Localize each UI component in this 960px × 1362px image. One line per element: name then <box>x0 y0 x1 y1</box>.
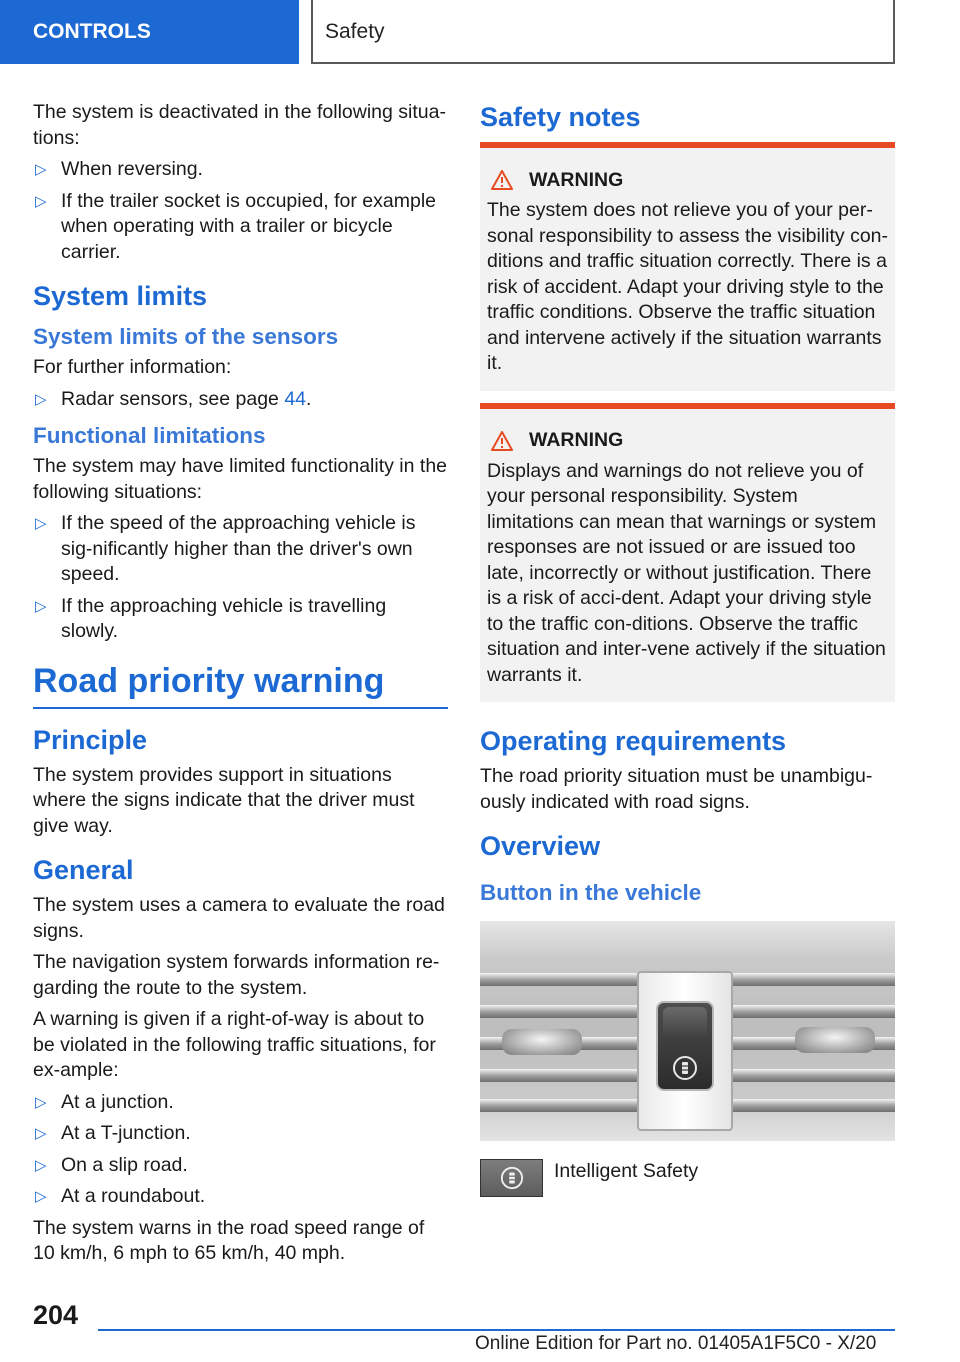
sensor-info-text: For further information: <box>33 356 232 378</box>
right-column <box>480 100 895 1197</box>
bullet-triangle-icon: ▷ <box>35 515 47 532</box>
general-text-1: The system uses a camera to evaluate the road signs. <box>33 894 445 942</box>
warning-box-1 <box>480 142 895 391</box>
left-column <box>33 100 448 1273</box>
button-bezel <box>637 971 733 1131</box>
warning-text-2: Displays and warnings do not relieve you of your personal responsibility. System limitations can mean that warnings or system responses are not issued or are issued too late, incorrectly or without justification. There is a risk of acci-dent. Adapt your driving style to the traffic con-ditions. Observe the traffic situation and inter-vene actively if the situation warrants it. <box>487 459 886 686</box>
deactivation-intro: The system is deactivated in the following situa-tions: <box>33 101 446 149</box>
situation-list <box>33 1090 448 1210</box>
intelligent-safety-button <box>656 1001 714 1091</box>
legend-label: Intelligent Safety <box>554 1160 699 1182</box>
general-text-2: The navigation system forwards information re-garding the route to the system. <box>33 951 440 999</box>
button-legend <box>480 1159 895 1197</box>
warning-label: WARNING <box>529 429 624 451</box>
header-chapter-title: Safety <box>311 0 895 64</box>
bullet-triangle-icon: ▷ <box>35 192 47 210</box>
heading-operating-requirements: Operating requirements <box>480 726 787 756</box>
bullet-triangle-icon: ▷ <box>35 390 47 408</box>
general-text-3: A warning is given if a right-of-way is about to be violated in the following traffic situations, for ex-ample: <box>33 1008 436 1081</box>
heading-button-in-vehicle: Button in the vehicle <box>480 880 702 905</box>
heading-principle: Principle <box>33 724 148 755</box>
list-item: ▷ If the trailer socket is occupied, for example when operating with a trailer or bicycle carrier. <box>35 189 437 263</box>
warning-box-2 <box>480 403 895 703</box>
list-item: ▷ At a junction. <box>33 1090 448 1116</box>
footer-divider <box>98 1329 895 1331</box>
list-item: ▷ Radar sensors, see page 44. <box>33 387 448 413</box>
heading-safety-notes: Safety notes <box>480 102 641 132</box>
page-link-44[interactable]: 44 <box>284 387 307 410</box>
warning-triangle-icon <box>491 170 513 190</box>
list-item: ▷ When reversing. <box>33 157 448 183</box>
intelligent-safety-icon <box>500 1166 524 1190</box>
list-item: ▷ At a T-junction. <box>33 1121 448 1147</box>
footer-edition: Online Edition for Part no. 01405A1F5C0 - X/20 <box>475 1333 877 1354</box>
bullet-triangle-icon: ▷ <box>35 161 47 178</box>
principle-text: The system provides support in situations where the signs indicate that the driver must give way. <box>33 763 415 837</box>
warning-text-1: The system does not relieve you of your per-sonal responsibility to assess the visibility con-ditions and traffic situation correctly. There is a risk of accident. Adapt your driving style to the traffic conditions. Observe the traffic situation and intervene actively if the situation warrants it. <box>487 199 889 374</box>
heading-functional-limitations: Functional limitations <box>33 423 266 448</box>
heading-sensor-limits: System limits of the sensors <box>33 324 339 349</box>
speed-range-text: The system warns in the road speed range of 10 km/h, 6 mph to 65 km/h, 40 mph. <box>33 1216 425 1264</box>
heading-road-priority-warning: Road priority warning <box>33 661 448 709</box>
warning-triangle-icon <box>491 431 513 451</box>
heading-overview: Overview <box>480 831 601 861</box>
heading-system-limits: System limits <box>33 281 208 311</box>
bullet-triangle-icon: ▷ <box>35 1188 47 1205</box>
warning-label: WARNING <box>529 168 624 191</box>
bullet-triangle-icon: ▷ <box>35 1156 47 1174</box>
intelligent-safety-icon <box>672 1055 698 1081</box>
operating-text: The road priority situation must be unambigu-ously indicated with road signs. <box>480 765 873 813</box>
list-item: ▷ At a roundabout. <box>33 1184 448 1210</box>
bullet-triangle-icon: ▷ <box>35 597 47 615</box>
button-photo <box>480 921 895 1141</box>
deactivation-list <box>33 157 448 265</box>
sensor-list <box>33 387 448 413</box>
functional-list <box>33 511 448 645</box>
heading-general: General <box>33 855 134 885</box>
bullet-triangle-icon: ▷ <box>35 1125 47 1142</box>
header-section-tab: CONTROLS <box>0 0 299 64</box>
list-item: ▷ On a slip road. <box>33 1153 448 1179</box>
list-item: ▷ If the approaching vehicle is travelling slowly. <box>35 594 387 642</box>
intelligent-safety-symbol <box>480 1159 543 1197</box>
list-item: ▷ If the speed of the approaching vehicle is sig-nificantly higher than the driver's own speed. <box>35 512 416 585</box>
bullet-triangle-icon: ▷ <box>35 1093 47 1111</box>
functional-intro: The system may have limited functionality in the following situations: <box>33 455 448 503</box>
page-number: 204 <box>33 1300 79 1330</box>
